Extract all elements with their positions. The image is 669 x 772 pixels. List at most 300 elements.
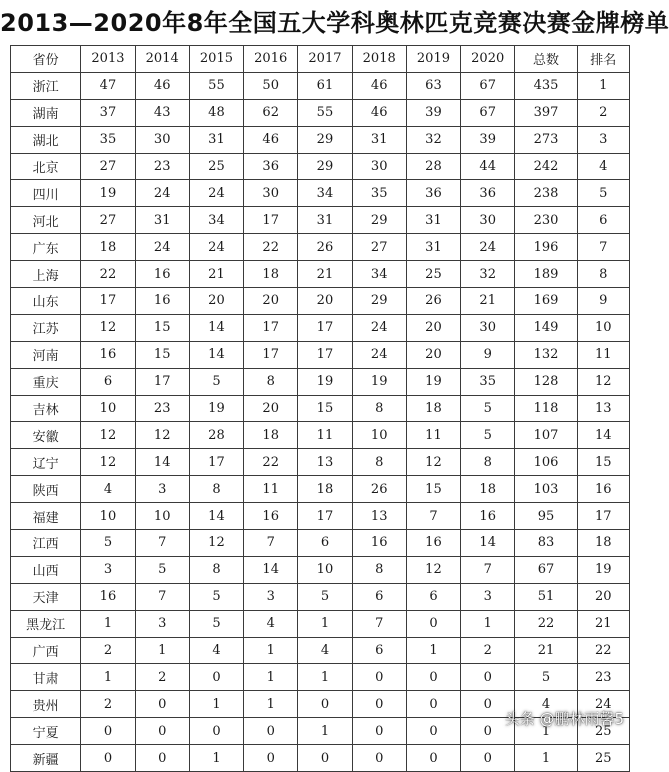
medal-count-cell: 50 [244, 72, 298, 99]
rank-cell: 25 [577, 718, 629, 745]
rank-cell: 2 [577, 99, 629, 126]
medal-count-cell: 8 [189, 556, 243, 583]
medal-count-cell: 10 [135, 503, 189, 530]
medal-count-cell: 30 [244, 180, 298, 207]
total-cell: 51 [515, 583, 577, 610]
medal-count-cell: 39 [461, 126, 515, 153]
medal-count-cell: 0 [352, 664, 406, 691]
total-cell: 83 [515, 530, 577, 557]
medal-count-cell: 4 [189, 637, 243, 664]
medal-count-cell: 48 [189, 99, 243, 126]
total-cell: 196 [515, 234, 577, 261]
medal-count-cell: 15 [135, 314, 189, 341]
medal-count-cell: 8 [244, 368, 298, 395]
medal-count-cell: 25 [406, 261, 460, 288]
medal-count-cell: 16 [81, 583, 135, 610]
medal-count-cell: 34 [298, 180, 352, 207]
province-cell: 四川 [11, 180, 81, 207]
medal-count-cell: 0 [352, 718, 406, 745]
medal-count-cell: 3 [81, 556, 135, 583]
table-row [11, 207, 630, 234]
medal-count-cell: 16 [352, 530, 406, 557]
rank-cell: 13 [577, 395, 629, 422]
medal-count-cell: 1 [406, 637, 460, 664]
medal-count-cell: 5 [461, 395, 515, 422]
medal-count-cell: 27 [81, 153, 135, 180]
medal-count-cell: 8 [189, 476, 243, 503]
rank-cell: 18 [577, 530, 629, 557]
rank-cell: 5 [577, 180, 629, 207]
medal-count-cell: 31 [406, 207, 460, 234]
province-cell: 山东 [11, 288, 81, 315]
medal-count-cell: 15 [298, 395, 352, 422]
medal-count-cell: 5 [135, 556, 189, 583]
rank-cell: 23 [577, 664, 629, 691]
medal-count-cell: 24 [189, 234, 243, 261]
medal-count-cell: 5 [298, 583, 352, 610]
medal-count-cell: 13 [352, 503, 406, 530]
medal-count-cell: 17 [244, 341, 298, 368]
medal-count-cell: 10 [352, 422, 406, 449]
medal-count-cell: 18 [406, 395, 460, 422]
table-row [11, 288, 630, 315]
table-row [11, 341, 630, 368]
column-header: 2013 [81, 46, 135, 73]
medal-count-cell: 26 [352, 476, 406, 503]
rank-cell: 19 [577, 556, 629, 583]
medal-count-cell: 24 [352, 314, 406, 341]
table-row [11, 153, 630, 180]
medal-count-cell: 30 [461, 314, 515, 341]
medal-count-cell: 4 [81, 476, 135, 503]
medal-count-cell: 14 [244, 556, 298, 583]
table-row [11, 72, 630, 99]
medal-count-cell: 0 [135, 745, 189, 772]
total-cell: 106 [515, 449, 577, 476]
medal-count-cell: 29 [298, 153, 352, 180]
medal-count-cell: 0 [135, 718, 189, 745]
rank-cell: 3 [577, 126, 629, 153]
medal-count-cell: 12 [406, 556, 460, 583]
rank-cell: 7 [577, 234, 629, 261]
total-cell: 107 [515, 422, 577, 449]
medal-count-cell: 21 [189, 261, 243, 288]
medal-count-cell: 47 [81, 72, 135, 99]
table-body [11, 72, 630, 771]
medal-count-cell: 6 [406, 583, 460, 610]
medal-count-cell: 44 [461, 153, 515, 180]
medal-count-cell: 8 [352, 556, 406, 583]
column-header: 2020 [461, 46, 515, 73]
medal-count-cell: 17 [244, 314, 298, 341]
medal-count-cell: 5 [189, 583, 243, 610]
total-cell: 397 [515, 99, 577, 126]
rank-cell: 9 [577, 288, 629, 315]
medal-count-cell: 18 [81, 234, 135, 261]
medal-count-cell: 18 [244, 261, 298, 288]
total-cell: 238 [515, 180, 577, 207]
table-header-row [11, 46, 630, 73]
medal-count-cell: 0 [189, 718, 243, 745]
gold-medal-table [10, 45, 630, 772]
medal-count-cell: 24 [189, 180, 243, 207]
medal-count-cell: 6 [81, 368, 135, 395]
column-header: 2014 [135, 46, 189, 73]
medal-count-cell: 0 [298, 745, 352, 772]
province-cell: 上海 [11, 261, 81, 288]
medal-count-cell: 7 [135, 530, 189, 557]
medal-count-cell: 1 [298, 664, 352, 691]
medal-count-cell: 8 [461, 449, 515, 476]
medal-count-cell: 0 [406, 691, 460, 718]
table-row [11, 664, 630, 691]
province-cell: 湖北 [11, 126, 81, 153]
medal-count-cell: 2 [461, 637, 515, 664]
medal-count-cell: 12 [81, 422, 135, 449]
medal-count-cell: 46 [244, 126, 298, 153]
table-row [11, 556, 630, 583]
medal-count-cell: 8 [352, 395, 406, 422]
medal-count-cell: 1 [244, 664, 298, 691]
total-cell: 67 [515, 556, 577, 583]
medal-count-cell: 10 [81, 503, 135, 530]
medal-count-cell: 30 [461, 207, 515, 234]
rank-cell: 15 [577, 449, 629, 476]
medal-count-cell: 1 [298, 610, 352, 637]
medal-count-cell: 17 [298, 314, 352, 341]
medal-count-cell: 28 [189, 422, 243, 449]
medal-count-cell: 12 [189, 530, 243, 557]
medal-count-cell: 11 [298, 422, 352, 449]
table-row [11, 261, 630, 288]
rank-cell: 14 [577, 422, 629, 449]
rank-cell: 4 [577, 153, 629, 180]
rank-cell: 16 [577, 476, 629, 503]
medal-count-cell: 0 [352, 745, 406, 772]
medal-count-cell: 31 [189, 126, 243, 153]
medal-count-cell: 0 [461, 745, 515, 772]
medal-count-cell: 26 [298, 234, 352, 261]
medal-count-cell: 29 [352, 207, 406, 234]
medal-count-cell: 34 [189, 207, 243, 234]
medal-count-cell: 0 [135, 691, 189, 718]
medal-count-cell: 19 [81, 180, 135, 207]
province-cell: 广东 [11, 234, 81, 261]
medal-count-cell: 1 [244, 691, 298, 718]
rank-cell: 25 [577, 745, 629, 772]
medal-count-cell: 22 [81, 261, 135, 288]
medal-count-cell: 28 [406, 153, 460, 180]
medal-count-cell: 17 [298, 341, 352, 368]
medal-count-cell: 19 [298, 368, 352, 395]
medal-count-cell: 16 [135, 261, 189, 288]
medal-count-cell: 2 [135, 664, 189, 691]
medal-count-cell: 1 [244, 637, 298, 664]
province-cell: 福建 [11, 503, 81, 530]
table-row [11, 610, 630, 637]
medal-count-cell: 15 [406, 476, 460, 503]
medal-count-cell: 5 [189, 368, 243, 395]
medal-count-cell: 1 [135, 637, 189, 664]
medal-count-cell: 1 [81, 664, 135, 691]
medal-count-cell: 21 [298, 261, 352, 288]
medal-count-cell: 0 [81, 745, 135, 772]
medal-count-cell: 30 [135, 126, 189, 153]
medal-count-cell: 16 [81, 341, 135, 368]
medal-count-cell: 7 [352, 610, 406, 637]
province-cell: 贵州 [11, 691, 81, 718]
table-row [11, 503, 630, 530]
medal-count-cell: 0 [461, 718, 515, 745]
medal-count-cell: 31 [135, 207, 189, 234]
medal-count-cell: 0 [406, 664, 460, 691]
table-row [11, 422, 630, 449]
medal-count-cell: 3 [135, 476, 189, 503]
province-cell: 山西 [11, 556, 81, 583]
total-cell: 5 [515, 664, 577, 691]
medal-count-cell: 0 [406, 745, 460, 772]
medal-count-cell: 12 [81, 314, 135, 341]
medal-count-cell: 61 [298, 72, 352, 99]
table-row [11, 180, 630, 207]
medal-count-cell: 46 [352, 72, 406, 99]
rank-cell: 24 [577, 691, 629, 718]
province-cell: 黑龙江 [11, 610, 81, 637]
medal-count-cell: 0 [406, 610, 460, 637]
column-header: 省份 [11, 46, 81, 73]
medal-count-cell: 0 [298, 691, 352, 718]
medal-count-cell: 20 [298, 288, 352, 315]
medal-count-cell: 34 [352, 261, 406, 288]
province-cell: 宁夏 [11, 718, 81, 745]
column-header: 2017 [298, 46, 352, 73]
rank-cell: 21 [577, 610, 629, 637]
medal-count-cell: 31 [406, 234, 460, 261]
medal-count-cell: 4 [298, 637, 352, 664]
rank-cell: 11 [577, 341, 629, 368]
medal-count-cell: 29 [352, 288, 406, 315]
medal-count-cell: 35 [461, 368, 515, 395]
province-cell: 吉林 [11, 395, 81, 422]
medal-count-cell: 18 [298, 476, 352, 503]
medal-count-cell: 17 [189, 449, 243, 476]
medal-count-cell: 12 [81, 449, 135, 476]
column-header: 排名 [577, 46, 629, 73]
medal-count-cell: 32 [406, 126, 460, 153]
page-title: 2013—2020年8年全国五大学科奥林匹克竞赛决赛金牌榜单 [0, 9, 669, 37]
medal-count-cell: 0 [189, 664, 243, 691]
province-cell: 湖南 [11, 99, 81, 126]
medal-count-cell: 11 [244, 476, 298, 503]
medal-count-cell: 24 [461, 234, 515, 261]
medal-count-cell: 17 [244, 207, 298, 234]
total-cell: 149 [515, 314, 577, 341]
table-row [11, 449, 630, 476]
table-row [11, 476, 630, 503]
medal-count-cell: 19 [352, 368, 406, 395]
medal-count-cell: 23 [135, 153, 189, 180]
total-cell: 242 [515, 153, 577, 180]
column-header: 2019 [406, 46, 460, 73]
medal-count-cell: 7 [244, 530, 298, 557]
medal-count-cell: 8 [352, 449, 406, 476]
medal-count-cell: 26 [406, 288, 460, 315]
table-row [11, 99, 630, 126]
medal-count-cell: 16 [461, 503, 515, 530]
medal-count-cell: 3 [461, 583, 515, 610]
province-cell: 北京 [11, 153, 81, 180]
medal-count-cell: 13 [298, 449, 352, 476]
medal-count-cell: 2 [81, 691, 135, 718]
medal-count-cell: 27 [352, 234, 406, 261]
table-row [11, 126, 630, 153]
medal-count-cell: 14 [189, 341, 243, 368]
province-cell: 天津 [11, 583, 81, 610]
table-row [11, 368, 630, 395]
table-row [11, 314, 630, 341]
province-cell: 重庆 [11, 368, 81, 395]
medal-count-cell: 31 [352, 126, 406, 153]
rank-cell: 1 [577, 72, 629, 99]
medal-count-cell: 24 [135, 234, 189, 261]
province-cell: 江西 [11, 530, 81, 557]
medal-count-cell: 1 [189, 745, 243, 772]
total-cell: 103 [515, 476, 577, 503]
medal-count-cell: 20 [244, 288, 298, 315]
rank-cell: 10 [577, 314, 629, 341]
medal-count-cell: 19 [189, 395, 243, 422]
medal-count-cell: 10 [81, 395, 135, 422]
medal-count-cell: 62 [244, 99, 298, 126]
medal-count-cell: 20 [189, 288, 243, 315]
medal-count-cell: 36 [406, 180, 460, 207]
medal-count-cell: 16 [406, 530, 460, 557]
medal-count-cell: 39 [406, 99, 460, 126]
medal-count-cell: 18 [244, 422, 298, 449]
province-cell: 江苏 [11, 314, 81, 341]
total-cell: 1 [515, 718, 577, 745]
table-row [11, 745, 630, 772]
medal-count-cell: 17 [81, 288, 135, 315]
medal-count-cell: 22 [244, 449, 298, 476]
medal-count-cell: 25 [189, 153, 243, 180]
medal-count-cell: 11 [406, 422, 460, 449]
total-cell: 21 [515, 637, 577, 664]
medal-count-cell: 0 [244, 745, 298, 772]
table-row [11, 530, 630, 557]
total-cell: 273 [515, 126, 577, 153]
medal-count-cell: 10 [298, 556, 352, 583]
medal-count-cell: 6 [298, 530, 352, 557]
medal-count-cell: 55 [189, 72, 243, 99]
medal-count-cell: 24 [135, 180, 189, 207]
medal-count-cell: 37 [81, 99, 135, 126]
medal-count-cell: 16 [244, 503, 298, 530]
medal-count-cell: 2 [81, 637, 135, 664]
medal-count-cell: 21 [461, 288, 515, 315]
medal-count-cell: 55 [298, 99, 352, 126]
medal-count-cell: 0 [461, 691, 515, 718]
medal-count-cell: 43 [135, 99, 189, 126]
medal-count-cell: 20 [406, 314, 460, 341]
medal-count-cell: 5 [81, 530, 135, 557]
medal-count-cell: 35 [352, 180, 406, 207]
medal-count-cell: 36 [461, 180, 515, 207]
total-cell: 230 [515, 207, 577, 234]
rank-cell: 22 [577, 637, 629, 664]
medal-count-cell: 12 [406, 449, 460, 476]
medal-count-cell: 0 [244, 718, 298, 745]
medal-count-cell: 17 [298, 503, 352, 530]
rank-cell: 20 [577, 583, 629, 610]
table-row [11, 234, 630, 261]
medal-count-cell: 24 [352, 341, 406, 368]
medal-count-cell: 63 [406, 72, 460, 99]
medal-count-cell: 14 [189, 503, 243, 530]
province-cell: 甘肃 [11, 664, 81, 691]
medal-count-cell: 5 [461, 422, 515, 449]
rank-cell: 8 [577, 261, 629, 288]
rank-cell: 12 [577, 368, 629, 395]
medal-count-cell: 1 [298, 718, 352, 745]
total-cell: 4 [515, 691, 577, 718]
medal-count-cell: 67 [461, 72, 515, 99]
total-cell: 435 [515, 72, 577, 99]
watermark: 头条 @鹏林雨馨5 [504, 710, 624, 728]
medal-count-cell: 4 [244, 610, 298, 637]
total-cell: 95 [515, 503, 577, 530]
medal-count-cell: 3 [244, 583, 298, 610]
medal-count-cell: 46 [135, 72, 189, 99]
column-header: 2015 [189, 46, 243, 73]
medal-count-cell: 67 [461, 99, 515, 126]
medal-count-cell: 0 [406, 718, 460, 745]
province-cell: 广西 [11, 637, 81, 664]
medal-count-cell: 12 [135, 422, 189, 449]
total-cell: 1 [515, 745, 577, 772]
medal-count-cell: 19 [406, 368, 460, 395]
medal-count-cell: 16 [135, 288, 189, 315]
medal-count-cell: 0 [461, 664, 515, 691]
medal-count-cell: 32 [461, 261, 515, 288]
column-header: 2018 [352, 46, 406, 73]
medal-count-cell: 1 [461, 610, 515, 637]
province-cell: 陕西 [11, 476, 81, 503]
medal-count-cell: 14 [135, 449, 189, 476]
table-container [10, 45, 630, 768]
table-row [11, 637, 630, 664]
medal-count-cell: 22 [244, 234, 298, 261]
medal-count-cell: 5 [189, 610, 243, 637]
column-header: 2016 [244, 46, 298, 73]
medal-count-cell: 18 [461, 476, 515, 503]
rank-cell: 17 [577, 503, 629, 530]
total-cell: 22 [515, 610, 577, 637]
medal-count-cell: 23 [135, 395, 189, 422]
medal-count-cell: 0 [352, 691, 406, 718]
column-header: 总数 [515, 46, 577, 73]
medal-count-cell: 17 [135, 368, 189, 395]
medal-count-cell: 35 [81, 126, 135, 153]
province-cell: 河南 [11, 341, 81, 368]
province-cell: 浙江 [11, 72, 81, 99]
total-cell: 132 [515, 341, 577, 368]
medal-count-cell: 27 [81, 207, 135, 234]
medal-count-cell: 7 [461, 556, 515, 583]
medal-count-cell: 9 [461, 341, 515, 368]
medal-count-cell: 3 [135, 610, 189, 637]
total-cell: 118 [515, 395, 577, 422]
